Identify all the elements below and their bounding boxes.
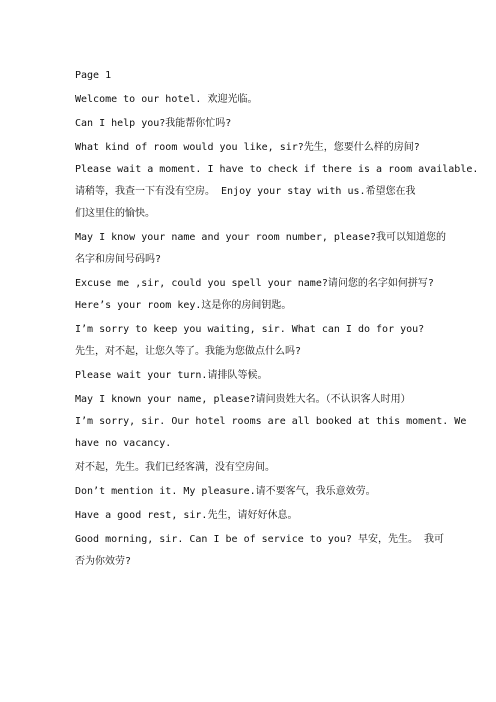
text-line: 对不起，先生。我们已经客满，没有空房间。 [75, 462, 275, 473]
text-line: Can I help you?我能帮你忙吗? [75, 118, 232, 129]
text-line: 名字和房间号码吗? [75, 254, 162, 265]
document-body [75, 68, 479, 570]
page-label: Page 1 [75, 70, 112, 81]
text-line: 们这里住的愉快。 [75, 208, 155, 219]
text-line: Have a good rest, sir.先生，请好好休息。 [75, 510, 298, 521]
text-line: Please wait your turn.请排队等候。 [75, 370, 268, 381]
text-line: What kind of room would you like, sir?先生，您要什么样的房间? [75, 142, 420, 153]
text-line: Don’t mention it. My pleasure.请不要客气，我乐意效劳。 [75, 486, 376, 497]
text-line: have no vacancy. [75, 438, 172, 449]
text-line: May I known your name, please?请问贵姓大名。（不认识客人时用） [75, 394, 411, 405]
text-line: Here’s your room key.这是你的房间钥匙。 [75, 300, 292, 311]
text-line: I’m sorry to keep you waiting, sir. What can I do for you? [75, 324, 425, 335]
text-line: May I know your name and your room number, please?我可以知道您的 [75, 232, 447, 243]
text-line: 请稍等，我查一下有没有空房。 Enjoy your stay with us.希望您在我 [75, 186, 416, 197]
text-line: Excuse me ,sir, could you spell your name?请问您的名字如何拼写? [75, 278, 434, 289]
text-line: Good morning, sir. Can I be of service to you? 早安，先生。 我可 [75, 534, 444, 545]
text-line: Please wait a moment. I have to check if there is a room available. [75, 164, 479, 175]
text-line: 先生，对不起，让您久等了。我能为您做点什么吗? [75, 346, 302, 357]
text-line: I’m sorry, sir. Our hotel rooms are all booked at this moment. We [75, 416, 467, 427]
text-line: 否为你效劳? [75, 556, 132, 567]
text-line: Welcome to our hotel. 欢迎光临。 [75, 94, 258, 105]
